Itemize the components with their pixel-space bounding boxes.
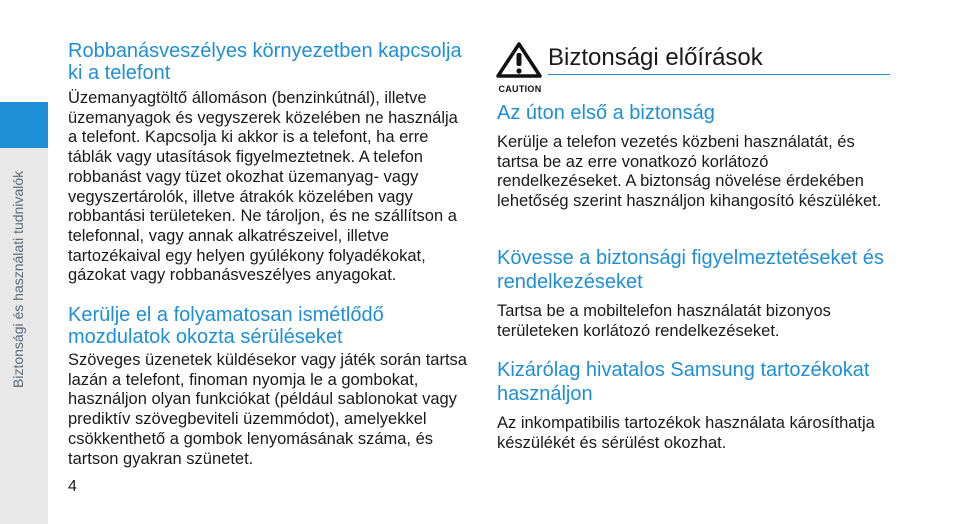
section-title-explosive: Robbanásveszélyes környezetben kapcsolja ki a telefont xyxy=(68,40,462,84)
section-body-road-safety: Kerülje a telefon vezetés közbeni használatát, és tartsa be az erre vonatkozó korlátozó rendelkezéseket. A biztonság növelése érdekében lehetőség szerint használjon kihangosító készüléket. xyxy=(497,133,882,211)
caution-label: CAUTION xyxy=(498,84,542,94)
left-column xyxy=(68,40,468,469)
section-body-explosive: Üzemanyagtöltő állomáson (benzinkútnál), illetve üzemanyagok és vegyszerek közelében ne használja a telefont. Kapcsolja ki akkor is a telefont, ha erre táblák vagy utasítások figyelmeztetnek. A telefon robbanást vagy tüzet okozhat üzemanyag- vagy vegyszertárolók, illetve átrakók közelében vagy robbantási területeken. Ne tároljon, és ne szállítson a telefonnal, vagy annak alkatrészeivel, illetve tartozékaival egy helyen gyúlékony folyadékokat, gázokat vagy robbanásveszélyes anyagokat. xyxy=(68,89,458,285)
section-body-accessories: Az inkompatibilis tartozékok használata károsíthatja készülékét és sérülést okozhat. xyxy=(497,414,875,452)
page-title: Biztonsági előírások xyxy=(548,44,763,71)
sidebar-chapter-tab xyxy=(0,102,48,148)
section-body-warnings: Tartsa be a mobiltelefon használatát bizonyos területeken korlátozó rendelkezéseket. xyxy=(497,302,831,340)
section-body-repetitive-motion: Szöveges üzenetek küldésekor vagy játék során tartsa lazán a telefont, finoman nyomja le a gombokat, használjon olyan funkciókat (például sablonokat vagy prediktív szövegbeviteli üzemmódot), amelyekkel csökkenthető a gombok lenyomásának száma, és tartson gyakran szünetet. xyxy=(68,351,467,468)
section-title-repetitive-motion: Kerülje el a folyamatosan ismétlődő mozdulatok okozta sérüléseket xyxy=(68,304,384,349)
caution-badge xyxy=(496,42,544,92)
warning-triangle-icon xyxy=(496,42,542,78)
right-section-accessories xyxy=(497,358,897,453)
section-title-accessories: Kizárólag hivatalos Samsung tartozékokat használjon xyxy=(497,359,870,405)
title-divider xyxy=(548,74,890,75)
section-title-road-safety: Az úton első a biztonság xyxy=(497,102,715,124)
section-title-warnings: Kövesse a biztonsági figyelmeztetéseket és rendelkezéseket xyxy=(497,247,884,293)
right-section-warnings xyxy=(497,246,897,341)
page-number: 4 xyxy=(68,478,77,495)
right-section-road-safety xyxy=(497,101,897,212)
sidebar-section-label: Biztonsági és használati tudnivalók xyxy=(10,170,26,388)
